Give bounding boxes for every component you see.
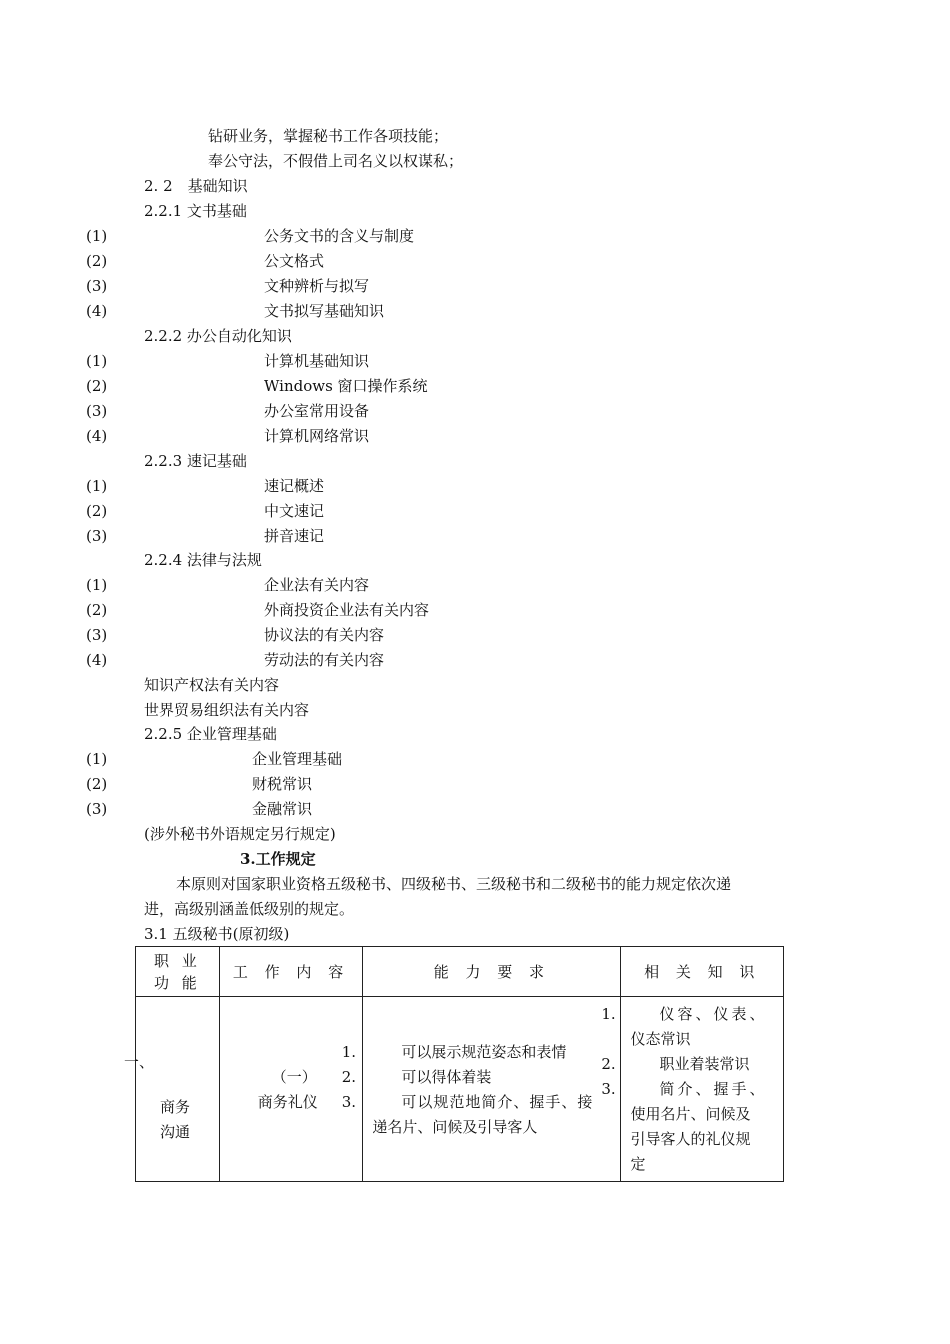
list-item: 计算机基础知识: [264, 352, 370, 370]
section-3-para-line-2: 进，高级别涵盖低级别的规定。: [144, 900, 355, 918]
list-item: 金融常识: [252, 800, 313, 818]
list-num: (1): [86, 576, 108, 594]
intro-line-2: 奉公守法，不假借上司名义以权谋私；: [208, 152, 464, 170]
list-num: (3): [86, 626, 108, 644]
list-num: (3): [86, 800, 108, 818]
function-name-line-1: 商务: [160, 1098, 191, 1116]
function-name-line-2: 沟通: [160, 1123, 191, 1141]
list-item: 公务文书的含义与制度: [264, 227, 415, 245]
header-function-line-1: 职 业: [153, 951, 201, 970]
knowledge-line-4: 简介、握手、: [659, 1080, 768, 1098]
list-item: Windows 窗口操作系统: [264, 377, 428, 395]
content-cell: [219, 997, 363, 1182]
content-num-1: 1.: [341, 1043, 357, 1061]
s224-extra-1: 知识产权法有关内容: [144, 676, 280, 694]
list-num: (1): [86, 227, 108, 245]
knowledge-line-7: 定: [630, 1155, 646, 1173]
ability-num-1: 1.: [601, 1005, 616, 1023]
list-item: 文书拟写基础知识: [264, 302, 385, 320]
list-item: 拼音速记: [264, 527, 325, 545]
list-num: (1): [86, 477, 108, 495]
list-num: (4): [86, 302, 108, 320]
knowledge-line-1: 仪容、仪表、: [659, 1005, 768, 1023]
content-label-line-1: （一）: [271, 1068, 317, 1086]
function-cell: [136, 997, 220, 1182]
list-item: 中文速记: [264, 502, 325, 520]
ability-cell: [363, 997, 621, 1182]
level-5-table: [135, 946, 784, 1182]
list-num: (4): [86, 427, 108, 445]
list-num: (2): [86, 502, 108, 520]
knowledge-line-6: 引导客人的礼仪规: [630, 1130, 751, 1148]
knowledge-line-3: 职业着装常识: [659, 1055, 750, 1073]
header-function: [136, 947, 220, 997]
header-ability: 能 力 要 求: [363, 947, 621, 997]
list-num: (1): [86, 352, 108, 370]
header-knowledge: 相 关 知 识: [621, 947, 784, 997]
table-row: [136, 997, 784, 1182]
list-item: 企业法有关内容: [264, 576, 370, 594]
knowledge-cell: [621, 997, 784, 1182]
list-item: 财税常识: [252, 775, 313, 793]
header-content: 工 作 内 容: [219, 947, 363, 997]
list-num: (2): [86, 775, 108, 793]
list-item: 企业管理基础: [252, 750, 343, 768]
knowledge-line-5: 使用名片、问候及: [630, 1105, 751, 1123]
list-item: 劳动法的有关内容: [264, 651, 385, 669]
list-item: 文种辨析与拟写: [264, 277, 370, 295]
function-prefix: 一、: [124, 1053, 155, 1071]
list-num: (3): [86, 527, 108, 545]
s225-heading: 2.2.5 企业管理基础: [144, 725, 277, 743]
s224-heading: 2.2.4 法律与法规: [144, 551, 262, 569]
list-num: (2): [86, 377, 108, 395]
s222-heading: 2.2.2 办公自动化知识: [144, 327, 292, 345]
ability-num-3: 3.: [601, 1080, 616, 1098]
ability-line-1: 可以展示规范姿态和表情: [401, 1043, 567, 1061]
s224-extra-2: 世界贸易组织法有关内容: [144, 701, 310, 719]
s223-heading: 2.2.3 速记基础: [144, 452, 247, 470]
list-num: (4): [86, 651, 108, 669]
content-num-2: 2.: [341, 1068, 357, 1086]
ability-line-4: 递名片、问候及引导客人: [372, 1118, 538, 1136]
section-3-title: 3.工作规定: [240, 850, 316, 868]
list-item: 外商投资企业法有关内容: [264, 601, 430, 619]
content-label-line-2: 商务礼仪: [257, 1093, 318, 1111]
list-num: (2): [86, 252, 108, 270]
list-item: 速记概述: [264, 477, 325, 495]
table-header-row: [136, 947, 784, 997]
ability-num-2: 2.: [601, 1055, 616, 1073]
section-2-2-heading: 2. 2 基础知识: [144, 177, 248, 195]
list-item: 办公室常用设备: [264, 402, 370, 420]
list-num: (2): [86, 601, 108, 619]
header-function-line-2: 功 能: [153, 973, 201, 992]
list-item: 协议法的有关内容: [264, 626, 385, 644]
section-3-1-title: 3.1 五级秘书(原初级): [144, 925, 290, 943]
foreign-note: (涉外秘书外语规定另行规定): [144, 825, 336, 843]
list-num: (3): [86, 402, 108, 420]
intro-line-1: 钻研业务，掌握秘书工作各项技能；: [208, 127, 449, 145]
list-num: (1): [86, 750, 108, 768]
list-item: 计算机网络常识: [264, 427, 370, 445]
content-num-3: 3.: [341, 1093, 357, 1111]
list-num: (3): [86, 277, 108, 295]
s221-heading: 2.2.1 文书基础: [144, 202, 247, 220]
ability-line-3: 可以规范地简介、握手、接: [401, 1093, 594, 1111]
section-3-para-line-1: 本原则对国家职业资格五级秘书、四级秘书、三级秘书和二级秘书的能力规定依次递: [176, 875, 732, 893]
ability-line-2: 可以得体着装: [401, 1068, 492, 1086]
knowledge-line-2: 仪态常识: [630, 1030, 691, 1048]
list-item: 公文格式: [264, 252, 325, 270]
